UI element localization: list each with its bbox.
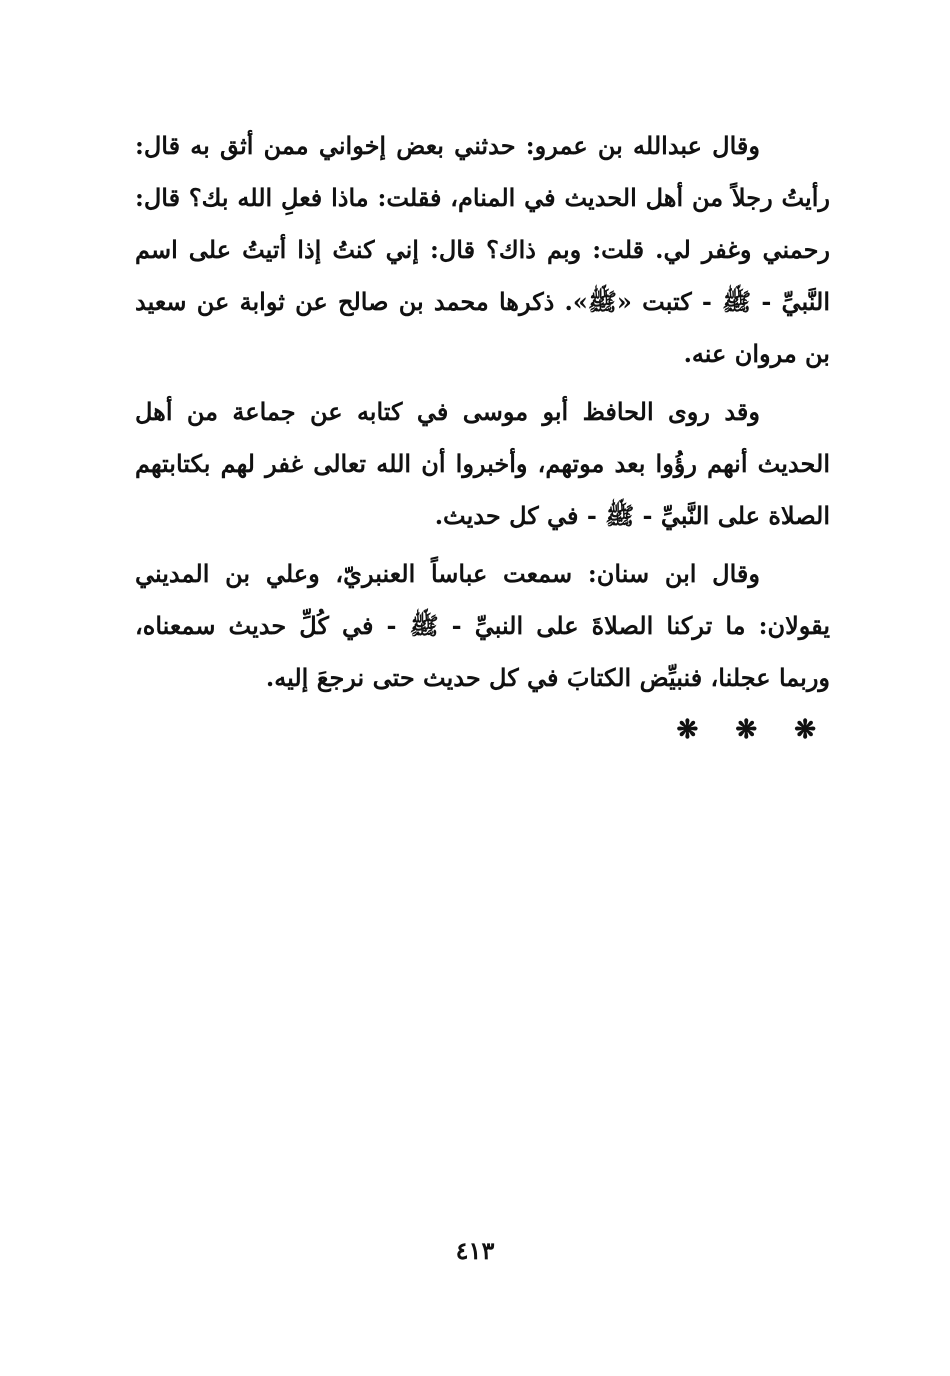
paragraph-1: وقال عبدالله بن عمرو: حدثني بعض إخواني ممن أثق به قال: رأيتُ رجلاً من أهل الحديث في المنام، فقلت: ماذا فعلِ الله بك؟ قال: رحمني وغفر لي. قلت: وبم ذاك؟ قال: إني كنتُ إذا أتيتُ على اسم النَّبيِّ - ﷺ - كتبت «ﷺ». ذكرها محمد بن صالح عن ثوابة عن سعيد بن مروان عنه. — [135, 131, 830, 368]
body-text — [135, 120, 830, 750]
page-number: ٤١٣ — [455, 1236, 495, 1265]
paragraph-2: وقد روى الحافظ أبو موسى في كتابه عن جماعة من أهل الحديث أنهم رؤُوا بعد موتهم، وأخبروا أن الله تعالى غفر لهم بكتابتهم الصلاة على النَّبيِّ - ﷺ - في كل حديث. — [135, 397, 830, 530]
section-separator: ❋ ❋ ❋ — [676, 715, 830, 745]
paragraph-3: وقال ابن سنان: سمعت عباساً العنبريّ، وعلي بن المديني يقولان: ما تركنا الصلاةَ على النبيِّ - ﷺ - في كُلِّ حديث سمعناه، وربما عجلنا، فنبيِّض الكتابَ في كل حديث حتى نرجعَ إليه. — [135, 559, 830, 692]
